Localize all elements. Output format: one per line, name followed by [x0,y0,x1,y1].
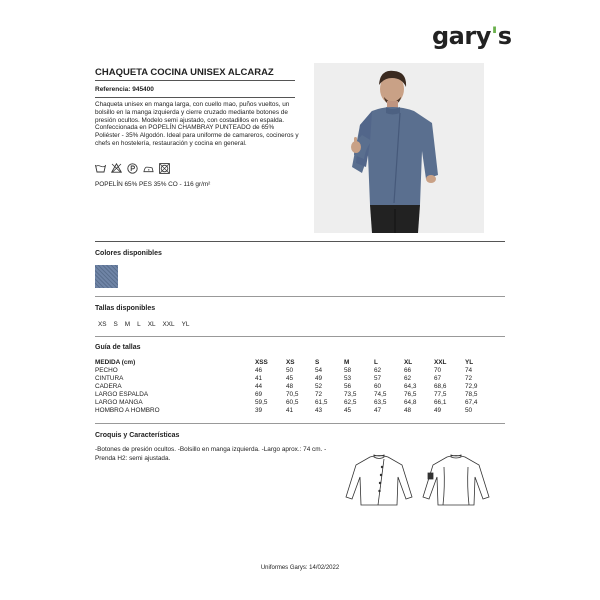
column-header: S [315,359,320,366]
table-cell: 72 [315,391,323,398]
table-cell: 45 [344,407,352,414]
wash-30-icon [95,163,106,173]
reference-divider [95,97,295,98]
table-cell: 59,5 [255,399,268,406]
table-cell: 67,4 [465,399,478,406]
table-cell: 70,5 [286,391,299,398]
table-cell: LARGO ESPALDA [95,391,149,398]
table-header-row [95,359,485,367]
iron-low-icon [143,163,154,173]
section-divider-4 [95,423,505,424]
table-cell: 64,3 [404,383,417,390]
table-cell: 48 [404,407,412,414]
table-cell: 72,9 [465,383,478,390]
table-cell: 69 [255,391,263,398]
table-cell: 66 [404,367,412,374]
table-cell: 49 [315,375,323,382]
size-s: S [113,321,118,328]
table-cell: 62,5 [344,399,357,406]
column-header: XSS [255,359,268,366]
table-cell: 70 [434,367,442,374]
table-cell: 47 [374,407,382,414]
column-header: MEDIDA (cm) [95,359,136,366]
column-header: XL [404,359,413,366]
color-swatch-chambray[interactable] [95,265,118,288]
table-row [95,375,485,383]
table-cell: 62 [374,367,382,374]
column-header: XS [286,359,295,366]
garment-sketches [344,453,494,509]
table-row [95,407,485,415]
size-xl: XL [147,321,156,328]
size-xs: XS [98,321,107,328]
column-header: M [344,359,350,366]
table-cell: 50 [465,407,473,414]
dry-clean-p-icon [127,163,138,173]
table-row [95,367,485,375]
product-photo [314,63,484,233]
table-cell: 52 [315,383,323,390]
size-guide-table [95,359,485,415]
product-reference: Referencia: 945400 [95,86,154,93]
tumble-dry-icon [159,163,170,173]
table-cell: 54 [315,367,323,374]
product-title: CHAQUETA COCINA UNISEX ALCARAZ [95,67,274,78]
table-cell: 43 [315,407,323,414]
table-cell: 49 [434,407,442,414]
table-cell: 60,5 [286,399,299,406]
size-yl: YL [181,321,190,328]
features-heading: Croquis y Características [95,432,180,439]
table-cell: 58 [344,367,352,374]
table-cell: 41 [255,375,263,382]
table-cell: 63,5 [374,399,387,406]
table-cell: 78,5 [465,391,478,398]
table-cell: 73,5 [344,391,357,398]
front-sketch [346,455,412,505]
table-cell: 56 [344,383,352,390]
section-divider-2 [95,296,505,297]
table-cell: CADERA [95,383,122,390]
features-text: -Botones de presión ocultos. -Bolsillo en manga izquierda. -Largo aprox.: 74 cm. -Prenda H2: semi ajustada. [95,446,327,462]
table-cell: 41 [286,407,294,414]
size-m: M [124,321,131,328]
table-cell: 57 [374,375,382,382]
sizes-list [98,321,189,328]
table-cell: 62 [404,375,412,382]
table-cell: 66,1 [434,399,447,406]
table-cell: 74 [465,367,473,374]
column-header: L [374,359,378,366]
table-cell: 46 [255,367,263,374]
table-cell: 50 [286,367,294,374]
table-cell: CINTURA [95,375,124,382]
sizes-heading: Tallas disponibles [95,305,156,312]
table-cell: 76,5 [404,391,417,398]
section-divider-1 [95,241,505,242]
size-xxl: XXL [162,321,175,328]
table-cell: 60 [374,383,382,390]
colors-heading: Colores disponibles [95,250,162,257]
table-cell: HOMBRO A HOMBRO [95,407,160,414]
table-cell: 61,5 [315,399,328,406]
column-header: XXL [434,359,447,366]
footer-text: Uniformes Garys: 14/02/2022 [260,565,340,571]
care-icons [95,163,170,173]
product-description: Chaqueta unisex en manga larga, con cuello mao, puños vueltos, un bolsillo en la manga izquierda y cierre cruzado mediante botones de presión ocultos. Modelo semi ajustado, con costadillos en espalda. Confeccionada en POPELÍN CHAMBRAY PUNTEADO de 65% Poliéster - 35% Algodón. Ideal para uniforme de camareros, cocineros y chefs en hostelería, restauración y cocina en general. [95,101,299,147]
table-row [95,399,485,407]
title-divider [95,80,295,81]
table-cell: 72 [465,375,473,382]
table-cell: 44 [255,383,263,390]
column-header: YL [465,359,474,366]
table-cell: 67 [434,375,442,382]
table-cell: 68,6 [434,383,447,390]
table-row [95,383,485,391]
table-cell: 48 [286,383,294,390]
size-l: L [137,321,141,328]
section-divider-3 [95,336,505,337]
guide-heading: Guía de tallas [95,344,141,351]
table-cell: 64,8 [404,399,417,406]
table-cell: 45 [286,375,294,382]
table-row [95,391,485,399]
table-cell: 74,5 [374,391,387,398]
brand-logo: gary's [432,22,512,50]
table-cell: 77,5 [434,391,447,398]
back-sketch [423,455,489,505]
table-cell: 53 [344,375,352,382]
table-cell: PECHO [95,367,118,374]
table-cell: LARGO MANGA [95,399,143,406]
no-bleach-icon [111,163,122,173]
table-cell: 39 [255,407,263,414]
fabric-composition: POPELÍN 65% PES 35% CO - 116 gr/m² [95,181,211,188]
